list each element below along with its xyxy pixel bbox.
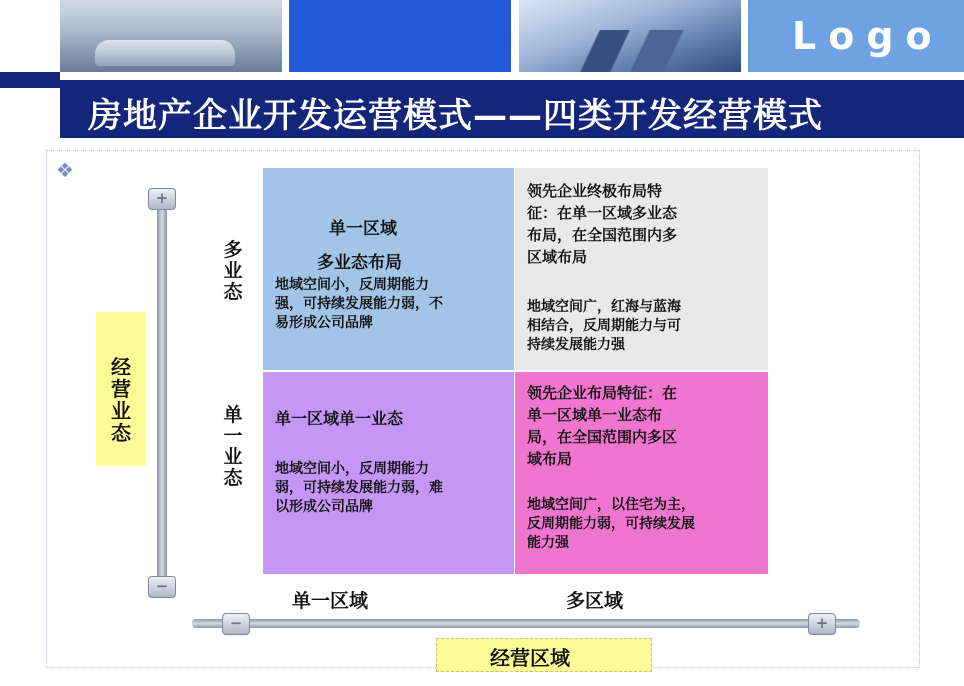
quadrant-top-left xyxy=(263,168,514,370)
x-axis-minus-icon: − xyxy=(222,613,250,635)
x-axis-plus-icon: + xyxy=(808,613,836,635)
x-axis-title: 经营区域 xyxy=(490,646,570,670)
y-label-multi-format: 多 业 态 xyxy=(223,239,243,303)
quadrant-bottom-right xyxy=(515,372,768,574)
quadrant-top-right xyxy=(515,168,768,370)
y-label-single-format: 单 一 业 态 xyxy=(223,404,243,489)
diamond-bullet-icon: ❖ xyxy=(56,158,74,182)
quadrant-bottom-left xyxy=(263,372,514,574)
header-accent xyxy=(0,72,60,88)
q-tl-line2: 多业态布局 xyxy=(317,253,402,273)
y-axis-title: 经 营 业 态 xyxy=(111,355,131,445)
q-tr-heading: 领先企业终极布局特 征：在单一区域多业态 布局，在全国范围内多 区域布局 xyxy=(527,182,678,266)
header-photo-buildings xyxy=(519,0,741,72)
slide-title: 房地产企业开发运营模式——四类开发经营模式 xyxy=(88,96,823,136)
logo: Logo xyxy=(792,14,944,58)
q-bl-heading: 单一区域单一业态 xyxy=(275,409,404,428)
x-axis-bar xyxy=(192,619,860,628)
q-tl-desc: 地域空间小，反周期能力 强，可持续发展能力弱，不 易形成公司品牌 xyxy=(275,277,443,331)
title-bar xyxy=(60,80,964,138)
y-axis-bar xyxy=(157,188,167,584)
header-photo-blue xyxy=(289,0,511,72)
q-bl-desc: 地域空间小，反周期能力 弱，可持续发展能力弱，难 以形成公司品牌 xyxy=(275,461,443,515)
header-photo-hands xyxy=(60,0,282,72)
x-label-single-region: 单一区域 xyxy=(292,590,369,612)
q-tr-desc: 地域空间广，红海与蓝海 相结合，反周期能力与可 持续发展能力强 xyxy=(527,299,681,353)
q-br-heading: 领先企业布局特征：在 单一区域单一业态布 局，在全国范围内多区 域布局 xyxy=(527,384,678,468)
y-axis-minus-icon: − xyxy=(148,576,176,598)
q-tl-line1: 单一区域 xyxy=(329,219,397,239)
q-br-desc: 地域空间广，以住宅为主， 反周期能力弱，可持续发展 能力强 xyxy=(527,497,695,551)
x-label-multi-region: 多区域 xyxy=(566,590,624,612)
y-axis-plus-icon: + xyxy=(148,188,176,210)
